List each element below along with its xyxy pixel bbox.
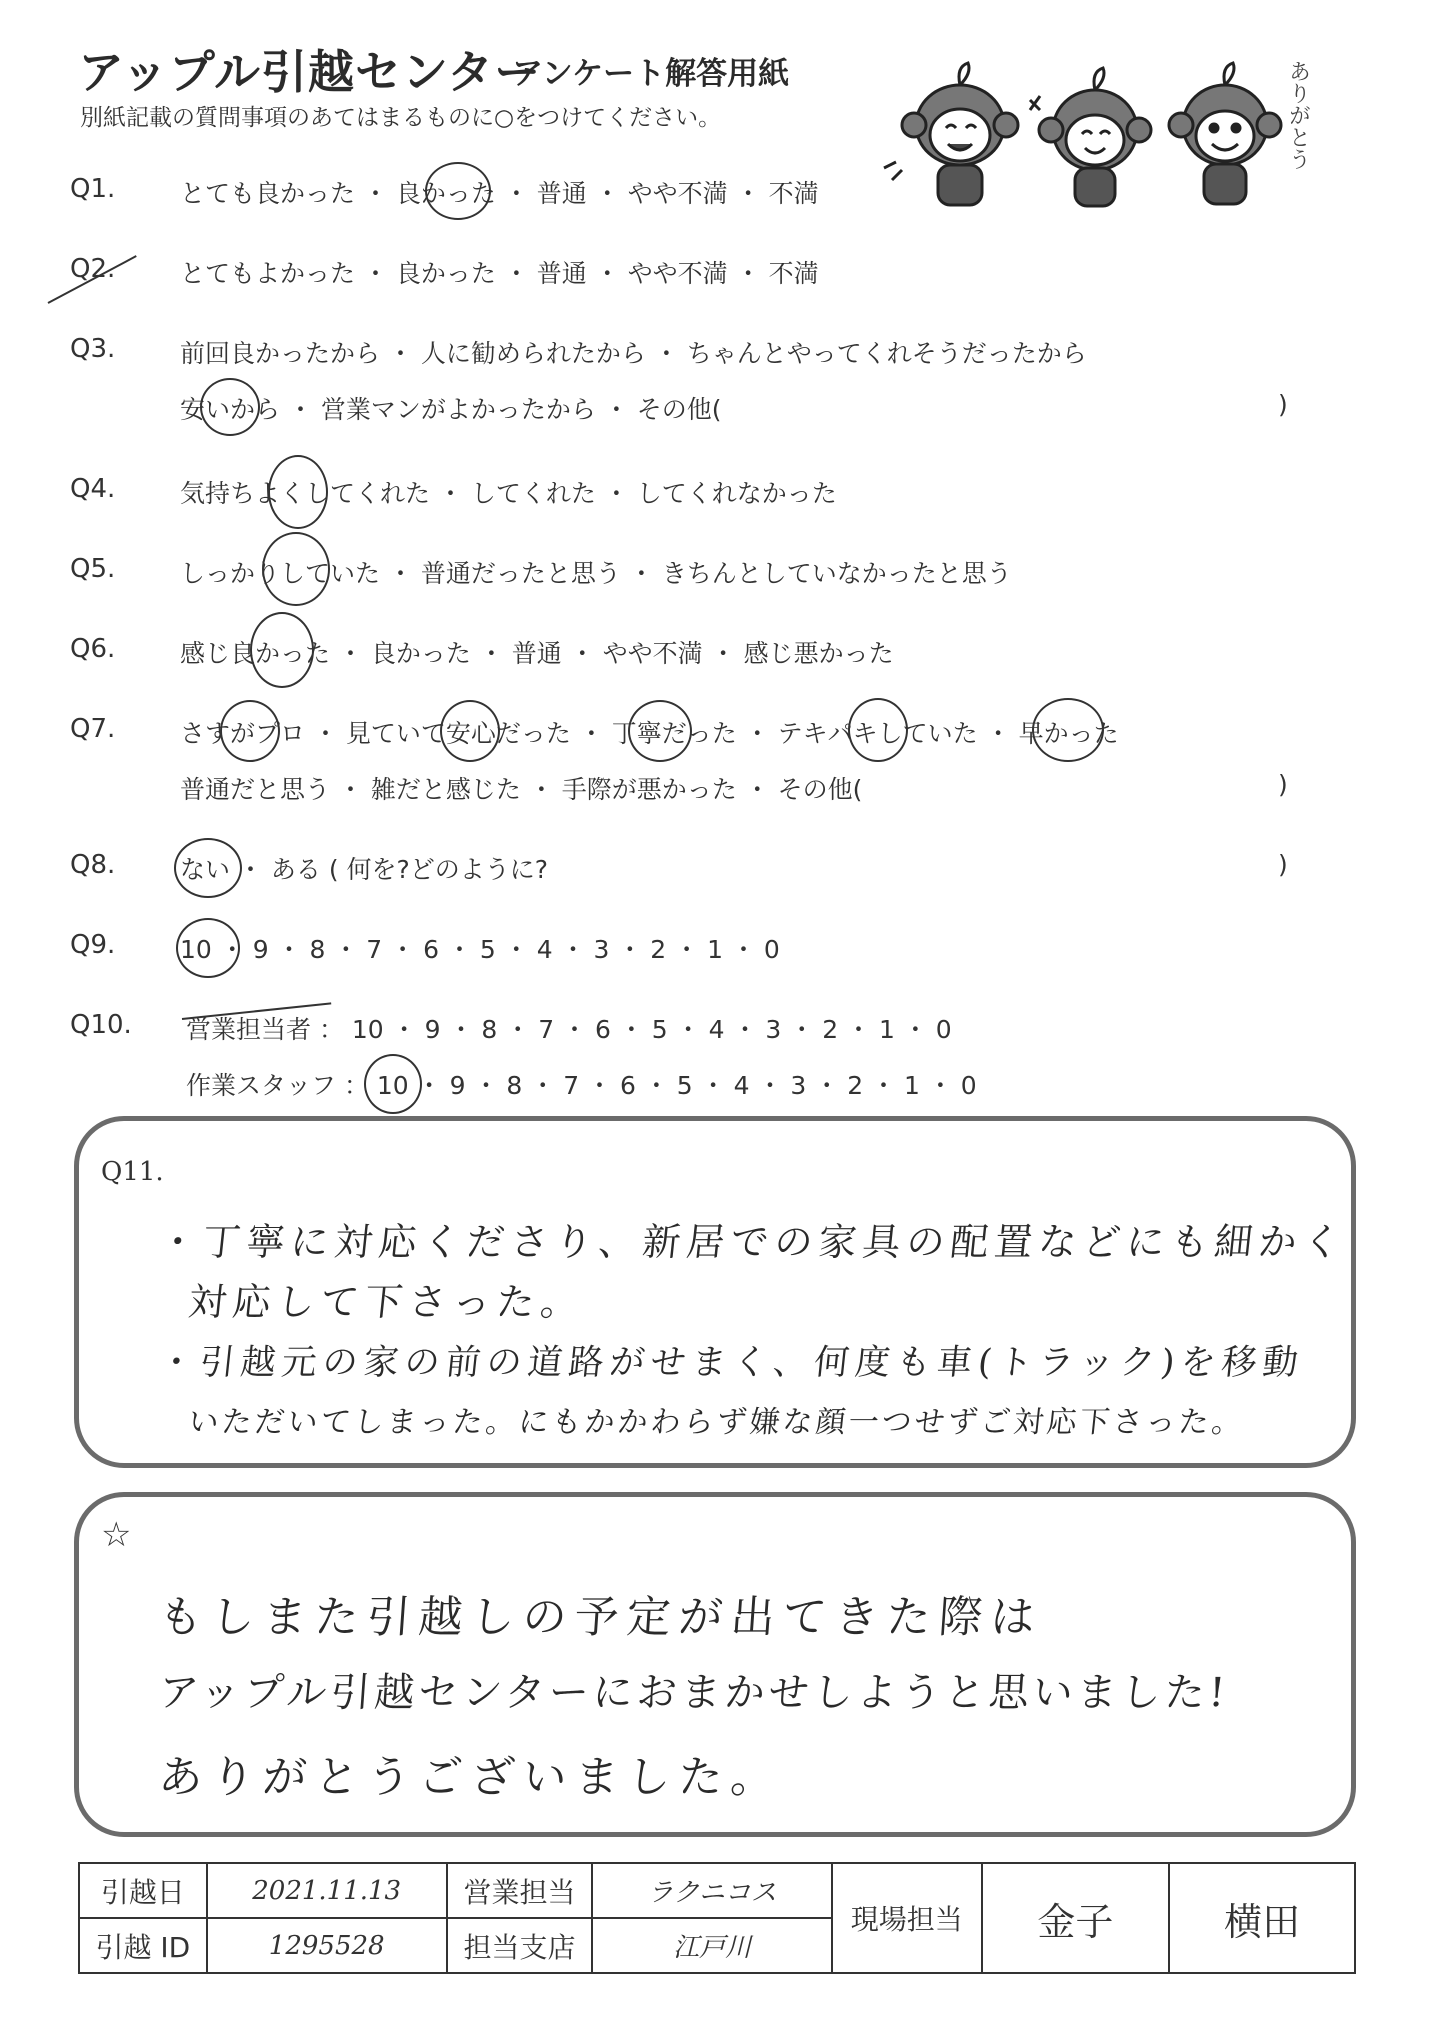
move-date-label: 引越日 xyxy=(79,1863,207,1918)
answer-circle-q7-tekipaki xyxy=(848,698,908,762)
move-id-label: 引越 ID xyxy=(79,1918,207,1973)
answer-circle-q4 xyxy=(268,455,328,529)
q8-options: ない ・ ある ( 何を?どのように? xyxy=(180,855,549,884)
q10-staff-options: 作業スタッフ ： 10 ・ 9 ・ 8 ・ 7 ・ 6 ・ 5 ・ 4 ・ 3 ・ 2 ・ 1 ・ 0 xyxy=(186,1071,977,1100)
answer-circle-q6 xyxy=(250,612,314,688)
star-comment-box xyxy=(74,1492,1356,1837)
branch-label: 担当支店 xyxy=(447,1918,593,1973)
star-label: ☆ xyxy=(101,1515,132,1555)
q11-comment-line-2: 対応して下さった。 xyxy=(186,1280,587,1324)
q2-options: とてもよかった ・ 良かった ・ 普通 ・ やや不満 ・ 不満 xyxy=(180,259,819,288)
answer-circle-q7-anshin xyxy=(440,700,500,762)
move-id-value: 1295528 xyxy=(207,1918,447,1973)
mascot-text: ありがとう xyxy=(1285,60,1311,170)
q11-comment-line-1: ・丁寧に対応くださり、新居での家具の配置などにも細かく xyxy=(156,1220,1349,1264)
answer-circle-q10-staff xyxy=(364,1054,422,1114)
answer-circle-q5 xyxy=(262,532,330,606)
q6-options: 感じ良かった ・ 良かった ・ 普通 ・ やや不満 ・ 感じ悪かった xyxy=(180,639,894,668)
q7-options-line2: 普通だと思う ・ 雑だと感じた ・ 手際が悪かった ・ その他( xyxy=(180,775,863,804)
q3-label: Q3. xyxy=(70,334,116,364)
q2-label: Q2. xyxy=(70,254,116,284)
q4-options: 気持ちよくしてくれた ・ してくれた ・ してくれなかった xyxy=(180,479,837,508)
q8-paren-close: ) xyxy=(1278,850,1288,879)
survey-instruction: 別紙記載の質問事項のあてはまるものに○をつけてください。 xyxy=(80,105,722,131)
move-info-table xyxy=(78,1862,1356,1974)
site-staff-label: 現場担当 xyxy=(832,1863,982,1973)
q7-label: Q7. xyxy=(70,714,116,744)
sales-rep-label: 営業担当 xyxy=(447,1863,593,1918)
answer-circle-q7-pro xyxy=(220,700,280,762)
site-staff-1: 金子 xyxy=(982,1863,1170,1973)
q9-label: Q9. xyxy=(70,930,116,960)
q11-comment-line-3: ・引越元の家の前の道路がせまく、何度も車(トラック)を移動 xyxy=(156,1343,1306,1383)
q9-options: 10 ・ 9 ・ 8 ・ 7 ・ 6 ・ 5 ・ 4 ・ 3 ・ 2 ・ 1 ・ 0 xyxy=(180,935,780,964)
q3-options-line1: 前回良かったから ・ 人に勧められたから ・ ちゃんとやってくれそうだったから xyxy=(180,339,1087,368)
answer-circle-q1 xyxy=(425,162,491,220)
q1-options: とても良かった ・ 良かった ・ 普通 ・ やや不満 ・ 不満 xyxy=(180,179,819,208)
q6-label: Q6. xyxy=(70,634,116,664)
site-staff-2: 横田 xyxy=(1169,1863,1355,1973)
answer-circle-q8 xyxy=(174,838,242,898)
q10-sales-options: 営業担当者 ： 10 ・ 9 ・ 8 ・ 7 ・ 6 ・ 5 ・ 4 ・ 3 ・ 2 ・ 1 ・ 0 xyxy=(186,1015,952,1044)
q10-label: Q10. xyxy=(70,1010,132,1040)
sales-rep-value: ラクニコス xyxy=(592,1863,832,1918)
survey-title: アップル引越センター xyxy=(78,45,542,99)
q5-options: しっかりしていた ・ 普通だったと思う ・ きちんとしていなかったと思う xyxy=(180,559,1012,588)
q11-label: Q11. xyxy=(101,1157,164,1187)
survey-subtitle: アンケート解答用紙 xyxy=(512,56,790,92)
star-comment-line-2: アップル引越センターにおまかせしようと思いました! xyxy=(157,1670,1231,1716)
q4-label: Q4. xyxy=(70,474,116,504)
q7-paren-close: ) xyxy=(1278,770,1288,799)
q11-comment-box xyxy=(74,1116,1356,1468)
q1-label: Q1. xyxy=(70,174,116,204)
move-date-value: 2021.11.13 xyxy=(207,1863,447,1918)
q11-comment-line-4: いただいてしまった。にもかかわらず嫌な顔一つせずご対応下さった。 xyxy=(186,1405,1247,1440)
answer-circle-q3 xyxy=(200,378,260,436)
branch-value: 江戸川 xyxy=(592,1918,832,1973)
q3-options-line2: 安いから ・ 営業マンがよかったから ・ その他( xyxy=(180,395,722,424)
star-comment-line-1: もしまた引越しの予定が出てきた際は xyxy=(156,1592,1045,1643)
q3-paren-close: ) xyxy=(1278,390,1288,419)
answer-circle-q9 xyxy=(176,918,240,978)
star-comment-line-3: ありがとうございました。 xyxy=(156,1752,785,1803)
q7-options-line1: さすがプロ ・ 見ていて安心だった ・ 丁寧だった ・ テキパキしていた ・ 早かった xyxy=(180,719,1119,748)
answer-circle-q7-hayai xyxy=(1032,698,1104,762)
answer-circle-q7-teinei xyxy=(628,700,692,762)
q5-label: Q5. xyxy=(70,554,116,584)
mascot-illustration xyxy=(880,40,1320,220)
q8-label: Q8. xyxy=(70,850,116,880)
